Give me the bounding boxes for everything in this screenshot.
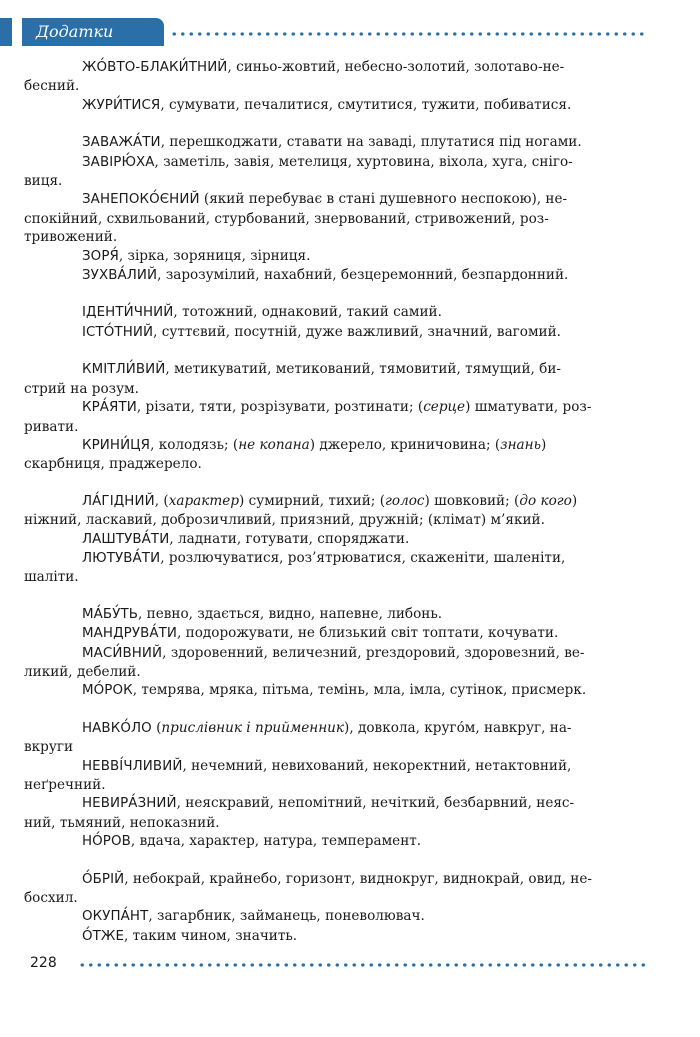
- dictionary-entry: [82, 266, 644, 285]
- headword: МАНДРУВА́ТИ: [82, 626, 178, 642]
- entry-first-line: НЕВВІ́ЧЛИВИЙ, нечемний, невихований, некоректний, нетактовний,: [82, 757, 572, 774]
- entry-first-line: МАНДРУВА́ТИ, подорожувати, не близький світ топтати, кочувати.: [82, 625, 559, 642]
- entry-first-line: ОКУПА́НТ, загарбник, займанець, поневолювач.: [82, 908, 425, 925]
- dictionary-entry: [24, 719, 644, 757]
- entry-continuation-line: виця.: [24, 173, 63, 190]
- entry-first-line: КРА́ЯТИ, різати, тяти, розрізувати, розтинати; (серце) шматувати, роз-: [82, 399, 592, 416]
- group-spacer: [82, 701, 644, 719]
- entry-continuation-line: спокійний, схвильований, стурбований, знервований, стривожений, роз-: [24, 210, 549, 227]
- dictionary-entry: [82, 303, 644, 322]
- entry-first-line: ІСТО́ТНИЙ, суттєвий, посутній, дуже важливий, значний, вагомий.: [82, 323, 562, 340]
- dictionary-entry: [82, 530, 644, 549]
- headword: ЛА́ГІДНИЙ: [82, 493, 155, 509]
- dictionary-entry: [24, 757, 644, 795]
- group-spacer: [82, 285, 644, 303]
- entry-continuation-line: босхил.: [24, 890, 78, 907]
- dictionary-entry: [82, 927, 644, 946]
- entry-first-line: ЗУХВА́ЛИЙ, зарозумілий, нахабний, безцеремонний, безпардонний.: [82, 267, 569, 284]
- headword: НЕВВІ́ЧЛИВИЙ: [82, 758, 183, 774]
- entry-first-line: О́БРІЙ, небокрай, крайнебо, горизонт, виднокруг, виднокрай, овид, не-: [82, 870, 592, 887]
- dictionary-entry: [24, 436, 644, 474]
- headword: ЗАНЕПОКО́ЄНИЙ: [82, 192, 200, 208]
- entry-first-line: МО́РОК, темрява, мряка, пітьма, темінь, мла, імла, сутінок, присмерк.: [82, 682, 587, 699]
- headword: ІДЕНТИ́ЧНИЙ: [82, 305, 174, 321]
- dictionary-entry: [82, 624, 644, 643]
- headword: ЛЮТУВА́ТИ: [82, 550, 161, 566]
- dictionary-entry: [82, 605, 644, 624]
- dictionary-entry: [82, 96, 644, 115]
- dictionary-entry: [24, 644, 644, 682]
- dictionary-entry: [24, 190, 644, 246]
- dictionary-entry: [24, 58, 644, 96]
- dictionary-entry: [82, 907, 644, 926]
- headword: КРИНИ́ЦЯ: [82, 437, 151, 453]
- dictionary-entry: [82, 681, 644, 700]
- entry-first-line: НАВКО́ЛО (прислівник і прийменник), довкола, круго́м, навкруг, на-: [82, 719, 572, 736]
- dictionary-entry: [24, 398, 644, 436]
- entry-first-line: НО́РОВ, вдача, характер, натура, темперамент.: [82, 833, 422, 850]
- dictionary-entry: [82, 832, 644, 851]
- entry-continuation-line: вкруги: [24, 739, 74, 756]
- headword: ЗАВАЖА́ТИ: [82, 135, 161, 151]
- headword: ЗУХВА́ЛИЙ: [82, 268, 158, 284]
- dictionary-entry: [82, 323, 644, 342]
- header-dotted-rule: [170, 32, 646, 36]
- headword: ЗОРЯ́: [82, 248, 119, 264]
- header-accent-bar: [0, 18, 12, 46]
- group-spacer: [82, 115, 644, 133]
- headword: ОКУПА́НТ: [82, 909, 149, 925]
- entry-first-line: МАСИ́ВНИЙ, здоровенний, величезний, preздоровий, здоровезний, ве-: [82, 644, 585, 661]
- entry-continuation-line: стрий на розум.: [24, 380, 139, 397]
- entry-first-line: ЗАВІРЮ́ХА, заметіль, завія, метелиця, хуртовина, віхола, хуга, сніго-: [82, 153, 573, 170]
- entry-continuation-line: скарбниця, праджерело.: [24, 456, 202, 473]
- dictionary-entry: [24, 492, 644, 530]
- group-spacer: [82, 852, 644, 870]
- entry-first-line: ЗАНЕПОКО́ЄНИЙ (який перебуває в стані душевного неспокою), не-: [82, 191, 568, 208]
- entry-first-line: О́ТЖЕ, таким чином, значить.: [82, 927, 298, 944]
- entry-continuation-line: ликий, дебелий.: [24, 663, 141, 680]
- group-spacer: [82, 587, 644, 605]
- headword: ЗАВІРЮ́ХА: [82, 154, 155, 170]
- section-title: Додатки: [22, 18, 164, 46]
- page-header: [0, 18, 660, 46]
- group-spacer: [82, 474, 644, 492]
- entry-first-line: КМІТЛИ́ВИЙ, метикуватий, метикований, тямовитий, тямущий, би-: [82, 361, 561, 378]
- dictionary-entry: [24, 549, 644, 587]
- entry-first-line: ЖУРИ́ТИСЯ, сумувати, печалитися, смутитися, тужити, побиватися.: [82, 96, 572, 113]
- headword: МО́РОК: [82, 683, 133, 699]
- headword: МАСИ́ВНИЙ: [82, 645, 163, 661]
- entry-continuation-line: бесний.: [24, 78, 80, 95]
- dictionary-entry: [82, 133, 644, 152]
- headword: НЕВИРА́ЗНИЙ: [82, 796, 177, 812]
- dictionary-entry: [24, 794, 644, 832]
- headword: ЛАШТУВА́ТИ: [82, 531, 170, 547]
- entry-first-line: ЛА́ГІДНИЙ, (характер) сумирний, тихий; (голос) шовковий; (до кого): [82, 492, 578, 509]
- entry-first-line: ЛЮТУВА́ТИ, розлючуватися, роз’ятрюватися, скаженіти, шаленіти,: [82, 549, 566, 566]
- dictionary-entry: [24, 153, 644, 191]
- headword: О́ТЖЕ: [82, 928, 125, 944]
- entry-first-line: ЗОРЯ́, зірка, зоряниця, зірниця.: [82, 247, 311, 264]
- headword: ІСТО́ТНИЙ: [82, 324, 154, 340]
- entry-first-line: ЛАШТУВА́ТИ, ладнати, готувати, споряджати.: [82, 530, 410, 547]
- headword: ЖУРИ́ТИСЯ: [82, 97, 161, 113]
- entry-continuation-line: ний, тьмяний, непоказний.: [24, 814, 220, 831]
- headword: НО́РОВ: [82, 834, 131, 850]
- footer-dotted-rule: [78, 963, 650, 967]
- dictionary-entry: [24, 870, 644, 908]
- entry-continuation-line: ривати.: [24, 418, 79, 435]
- entry-first-line: КРИНИ́ЦЯ, колодязь; (не копана) джерело, криничовина; (знань): [82, 436, 547, 453]
- entry-first-line: ЖО́ВТО-БЛАКИ́ТНИЙ, синьо-жовтий, небесно-золотий, золотаво-не-: [82, 59, 565, 75]
- headword: КРА́ЯТИ: [82, 400, 137, 416]
- entry-continuation-line: шаліти.: [24, 569, 79, 586]
- entry-continuation-line: тривожений.: [24, 229, 118, 246]
- page-number: 228: [30, 955, 57, 971]
- entry-continuation-line: ніжний, ласкавий, доброзичливий, приязний, дружній; (клімат) м’який.: [24, 512, 545, 529]
- entry-first-line: ІДЕНТИ́ЧНИЙ, тотожний, однаковий, такий самий.: [82, 304, 442, 321]
- entry-first-line: НЕВИРА́ЗНИЙ, неяскравий, непомітний, нечіткий, безбарвний, неяс-: [82, 795, 575, 812]
- headword: О́БРІЙ: [82, 871, 125, 887]
- headword: ЖО́ВТО-БЛАКИ́ТНИЙ: [82, 60, 228, 75]
- dictionary-entry: [24, 360, 644, 398]
- headword: НАВКО́ЛО: [82, 720, 152, 736]
- headword: МА́БУ́ТЬ: [82, 606, 139, 622]
- page-footer: [30, 955, 650, 975]
- entry-continuation-line: неґречний.: [24, 777, 106, 793]
- dictionary-entries: [24, 58, 644, 946]
- headword: КМІТЛИ́ВИЙ: [82, 362, 166, 378]
- entry-first-line: ЗАВАЖА́ТИ, перешкоджати, ставати на заваді, плутатися під ногами.: [82, 134, 582, 151]
- dictionary-entry: [82, 247, 644, 266]
- entry-first-line: МА́БУ́ТЬ, певно, здається, видно, напевне, либонь.: [82, 605, 443, 622]
- group-spacer: [82, 342, 644, 360]
